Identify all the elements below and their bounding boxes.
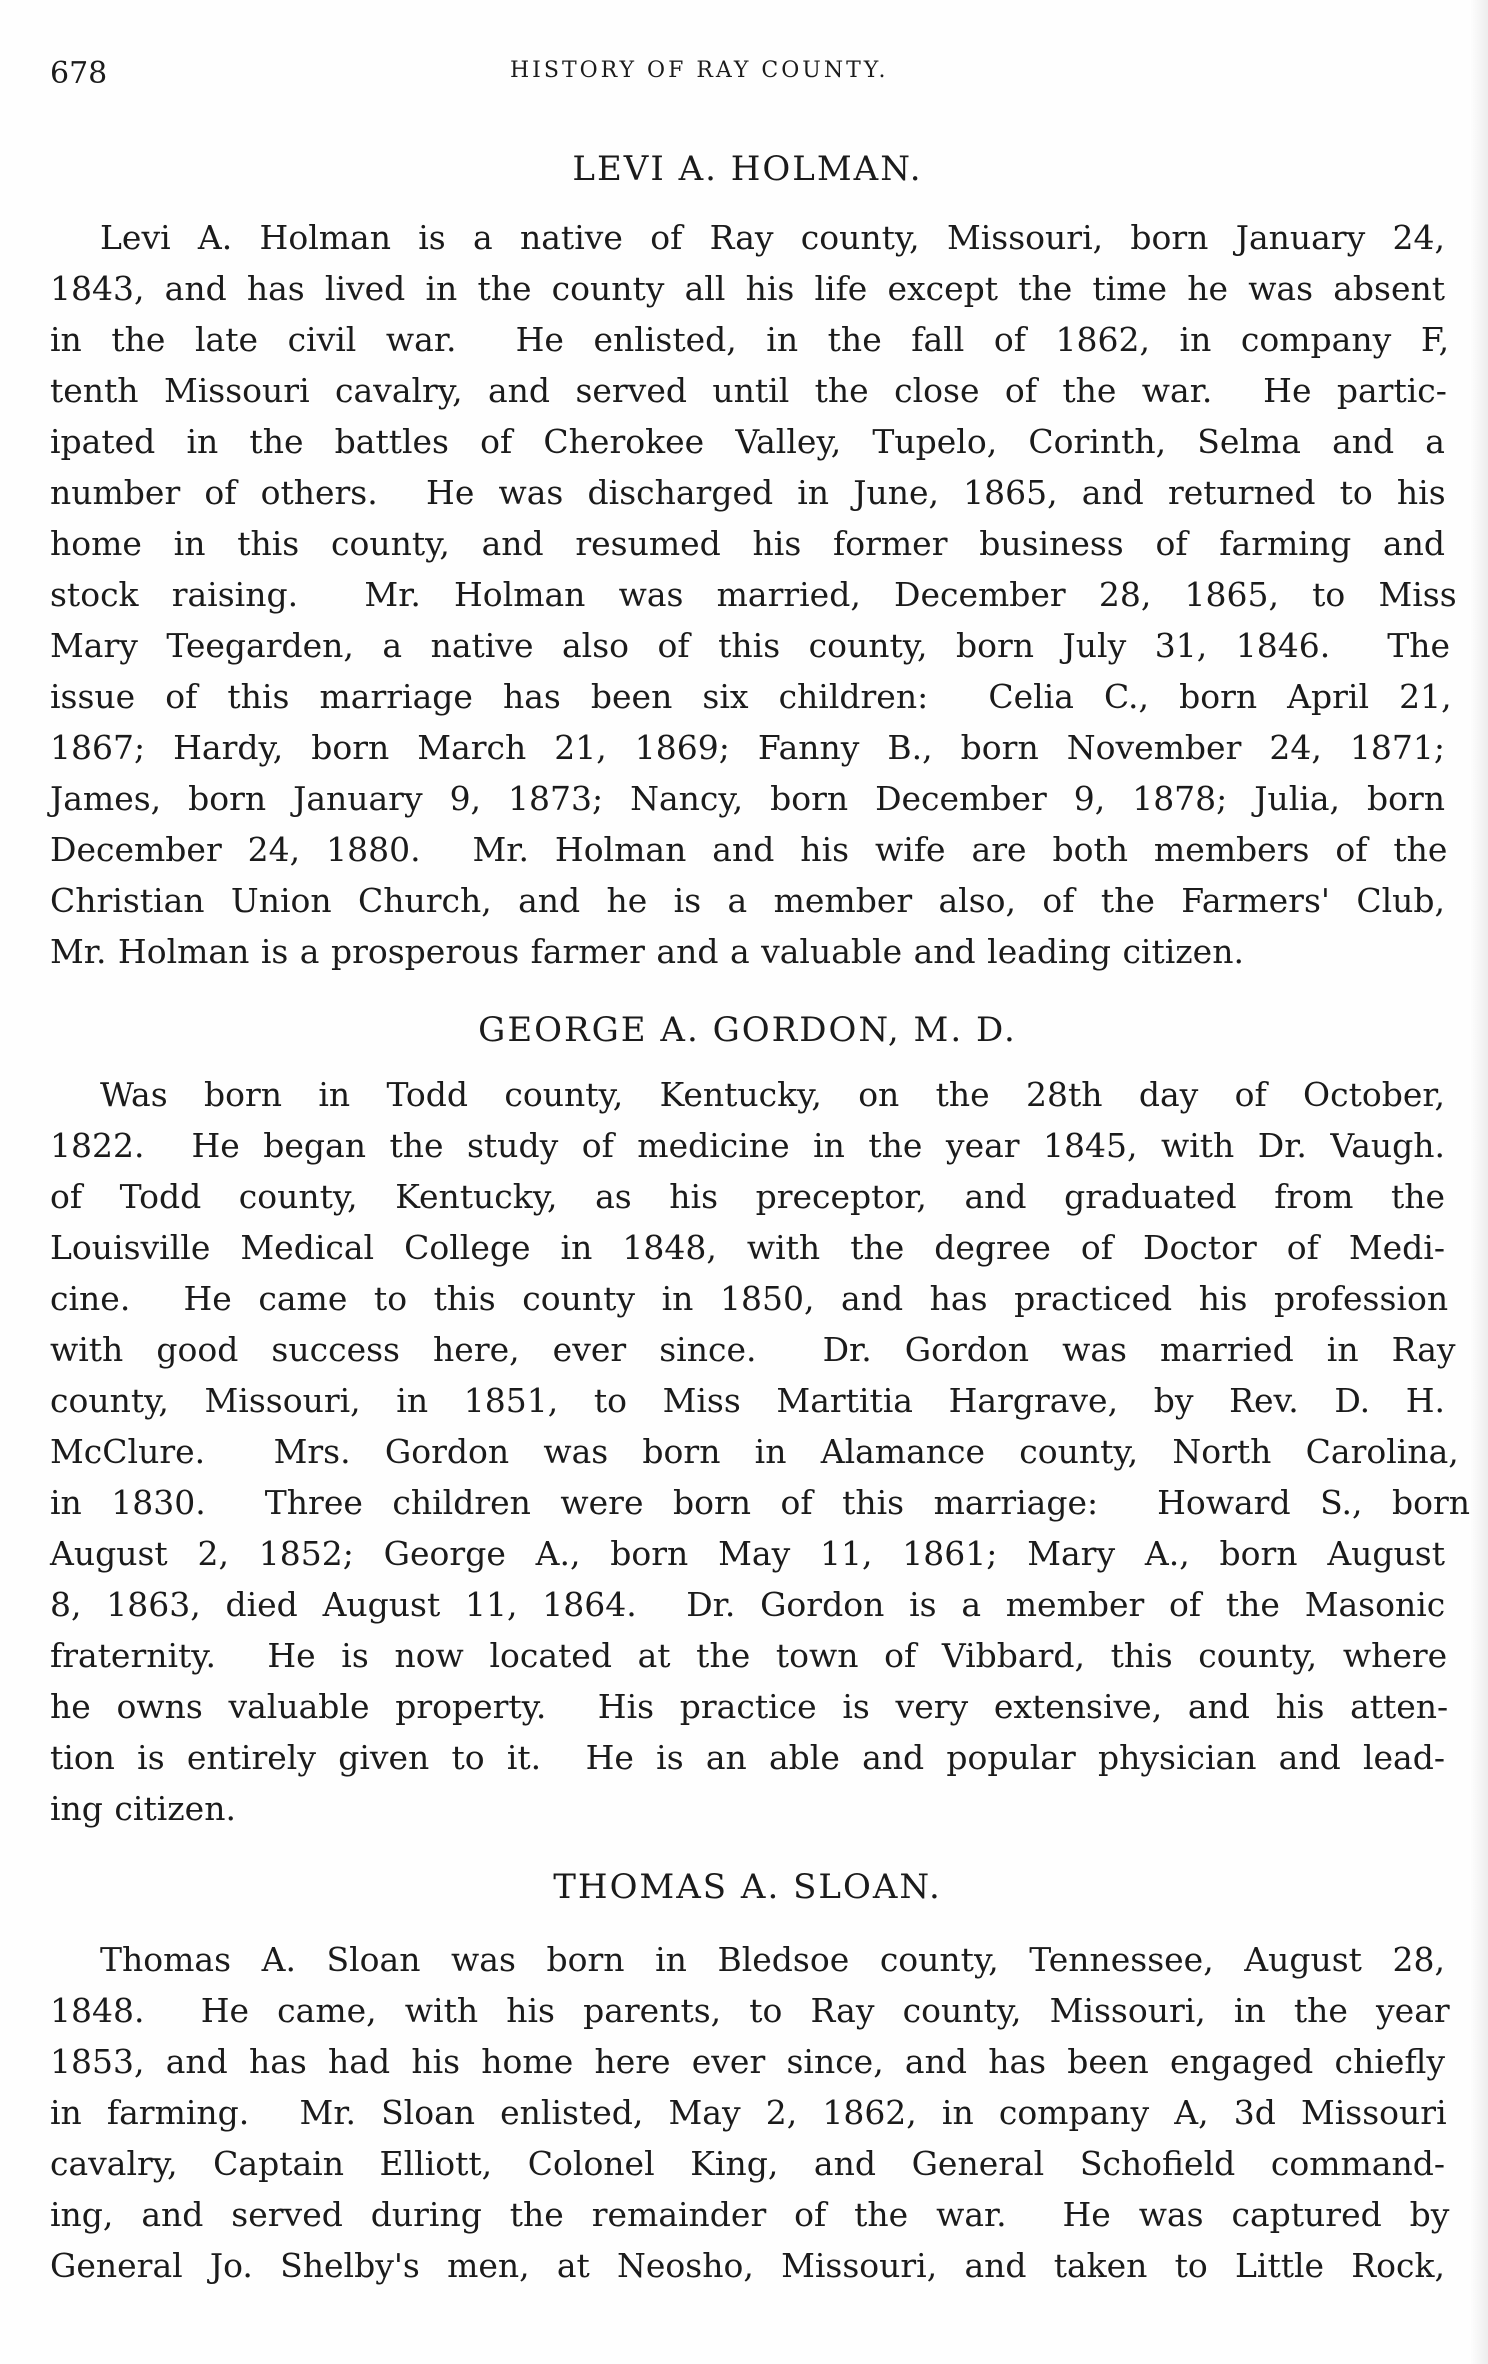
text-line: home in this county, and resumed his former business of farming and [50,524,1445,563]
text-line: McClure. Mrs. Gordon was born in Alamance county, North Carolina, [50,1432,1459,1471]
running-title: HISTORY OF RAY COUNTY. [510,58,889,83]
text-line: county, Missouri, in 1851, to Miss Martitia Hargrave, by Rev. D. H. [50,1381,1445,1420]
biography-text [50,212,1457,977]
text-line: fraternity. He is now located at the town of Vibbard, this county, where [50,1636,1448,1675]
biography-text [50,1069,1471,1834]
text-line: Louisville Medical College in 1848, with the degree of Doctor of Medi- [50,1228,1445,1267]
text-line: tion is entirely given to it. He is an able and popular physician and lead- [50,1738,1445,1777]
biography-levi-holman [50,149,1457,977]
page-content [50,140,1471,2291]
text-line: 8, 1863, died August 11, 1864. Dr. Gordon is a member of the Masonic [50,1585,1446,1624]
text-line: 1867; Hardy, born March 21, 1869; Fanny B., born November 24, 1871; [50,728,1445,767]
text-line: issue of this marriage has been six children: Celia C., born April 21, [50,677,1452,716]
text-line: cavalry, Captain Elliott, Colonel King, and General Schofield command- [50,2144,1445,2183]
biography-text [50,1934,1450,2291]
text-line: he owns valuable property. His practice is very extensive, and his atten- [50,1687,1449,1726]
text-line: James, born January 9, 1873; Nancy, born December 9, 1878; Julia, born [50,779,1445,818]
biography-george-gordon [50,1010,1471,1834]
page-gutter-shadow [1470,0,1488,2364]
text-line: Was born in Todd county, Kentucky, on the 28th day of October, [100,1075,1445,1114]
text-line: 1848. He came, with his parents, to Ray county, Missouri, in the year [50,1991,1450,2030]
text-line: ipated in the battles of Cherokee Valley, Tupelo, Corinth, Selma and a [50,422,1445,461]
text-line: ing citizen. [50,1789,236,1828]
text-line: with good success here, ever since. Dr. Gordon was married in Ray [50,1330,1456,1369]
text-line: Christian Union Church, and he is a member also, of the Farmers' Club, [50,881,1445,920]
text-line: August 2, 1852; George A., born May 11, 1861; Mary A., born August [50,1534,1445,1573]
running-head [50,52,1440,92]
text-line: tenth Missouri cavalry, and served until the close of the war. He partic- [50,371,1447,410]
page-number: 678 [50,56,108,91]
biography-heading: GEORGE A. GORDON, M. D. [478,1010,1017,1050]
text-line: Levi A. Holman is a native of Ray county, Missouri, born January 24, [100,218,1445,257]
text-line: 1853, and has had his home here ever since, and has been engaged chiefly [50,2042,1445,2081]
biography-heading: THOMAS A. SLOAN. [553,1867,942,1907]
text-line: ing, and served during the remainder of the war. He was captured by [50,2195,1450,2234]
text-line: in 1830. Three children were born of this marriage: Howard S., born [50,1483,1471,1522]
text-line: Mary Teegarden, a native also of this county, born July 31, 1846. The [50,626,1451,665]
text-line: stock raising. Mr. Holman was married, December 28, 1865, to Miss [50,575,1457,614]
text-line: Mr. Holman is a prosperous farmer and a valuable and leading citizen. [50,932,1244,971]
text-line: Thomas A. Sloan was born in Bledsoe county, Tennessee, August 28, [100,1940,1445,1979]
biography-thomas-sloan [50,1867,1450,2291]
text-line: cine. He came to this county in 1850, and has practiced his profession [50,1279,1449,1318]
text-line: December 24, 1880. Mr. Holman and his wife are both members of the [50,830,1448,869]
text-line: of Todd county, Kentucky, as his preceptor, and graduated from the [50,1177,1445,1216]
text-line: in the late civil war. He enlisted, in the fall of 1862, in company F, [50,320,1450,359]
text-line: in farming. Mr. Sloan enlisted, May 2, 1862, in company A, 3d Missouri [50,2093,1447,2132]
text-line: 1843, and has lived in the county all his life except the time he was absent [50,269,1445,308]
biography-heading: LEVI A. HOLMAN. [572,149,923,189]
text-line: number of others. He was discharged in June, 1865, and returned to his [50,473,1446,512]
text-line: General Jo. Shelby's men, at Neosho, Missouri, and taken to Little Rock, [50,2246,1445,2285]
text-line: 1822. He began the study of medicine in the year 1845, with Dr. Vaugh. [50,1126,1445,1165]
